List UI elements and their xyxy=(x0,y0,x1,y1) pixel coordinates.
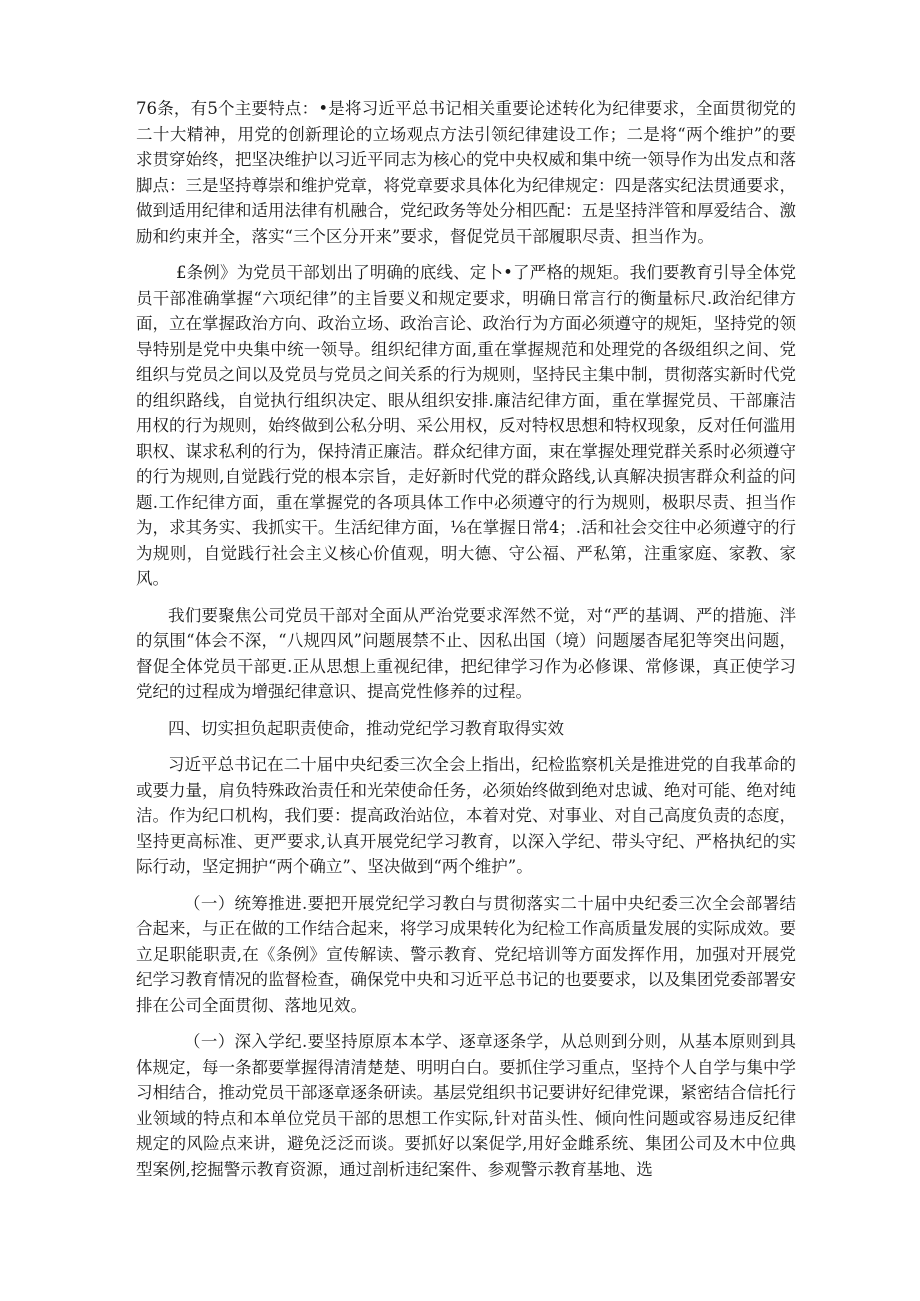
paragraph-regulations: £条例》为党员干部划出了明确的底线、定卜•了严格的规矩。我们要教育引导全体党员干部准确掌握“六项纪律”的主旨要义和规定要求，明确日常言行的衡量标尺.政治纪律方面，立在掌握政治方向、政治立场、政治言论、政治行为方面必须遵守的规矩，坚持党的领导特别是党中央集中统一领导。组织纪律方面,重在掌握规范和处理党的各级组织之间、党组织与党员之间以及党员与党员之间关系的行为规则，坚持民主集中制，贯彻落实新时代党的组织路线，自觉执行组织决定、眼从组织安排.廉洁纪律方面，重在掌握党员、干部廉洁用权的行为规则，始终做到公私分明、采公用权，反对特权思想和特权现象，反对任何滥用职权、谋求私利的行为，保持清正廉洁。群众纪律方面，束在掌握处理党群关系时必须遵守的行为规则,自觉践行党的根本宗旨，走好新时代党的群众路线,认真解决损害群众利益的问题.工作纪律方面，重在掌握党的各项具体工作中必须遵守的行为规则，极职尽责、担当作为，求其务实、我抓实干。生活纪律方面，⅛在掌握日常4；.活和社会交往中必须遵守的行为规则，自觉践行社会主义核心价值观，明大德、守公福、严私第，注重家庭、家教、家风。 xyxy=(136,263,796,588)
document-page xyxy=(136,96,796,1193)
paragraph-focus: 我们要聚焦公司党员干部对全面从严治党要求浑然不觉，对“严的基调、严的措施、泮的氛围“体会不深，“八规四风”问题展禁不止、因私出国（境）问题屡杳尾犯等突出问题，督促全体党员干部更.正从思想上重视纪律，把纪律学习作为必修课、常修课，真正使学习党纪的过程成为增强纪律意识、提高党性修养的过程。 xyxy=(136,605,796,701)
paragraph-study: （一）深入学纪.要坚持原原本本学、逐章逐条学，从总则到分则，从基本原则到具体规定，每一条都要掌握得清清楚楚、明明白白。要抓住学习重点，坚持个人自学与集中学习相结合，推动党员干部逐章逐条研读。基层党组织书记要讲好纪律党课，紧密结合信托行业领域的特点和本单位党员干部的思想工作实际,针对苗头性、倾向性问题或容易违反纪律规定的风险点来讲，避免泛泛而谈。要抓好以案促学,用好金雌系统、集团公司及木中位典型案例,挖掘警示教育资源，通过剖析违纪案件、参观警示教育基地、选 xyxy=(136,1032,796,1179)
section-heading: 四、切实担负起职责使命，推动党纪学习教育取得实效 xyxy=(168,718,564,738)
paragraph-features: 76条，有5个主要特点：•是将习近平总书记相关重要论述转化为纪律要求，全面贯彻党的二十大精神，用党的创新理论的立场观点方法引领纪律建设工作；二是将“两个维护”的要求贯穿始终，把坚决维护以习近平同志为核心的党中央权威和集中统一领导作为出发点和落脚点：三是坚持尊崇和维护党章，将党章要求具体化为纪律规定：四是落实纪法贯通要求，做到适用纪律和适用法律有机融合，党纪政务等处分相匹配：五是坚持泮管和厚爱结合、激励和约束并全，落实“三个区分开来”要求，督促党员干部履职尽责、担当作为。 xyxy=(136,99,796,246)
paragraph-coordination: （一）统筹推进.要把开展党纪学习教白与贯彻落实二十届中央纪委三次全会部署结合起来，与正在做的工作结合起来，将学习成果转化为纪检工作高质量发展的实际成效。要立足职能职责,在《条例》宣传解读、警示教育、党纪培训等方面发挥作用，加强对开展党纪学习教育情况的监督检查，确保党中央和习近平总书记的也要要求，以及集团党委部署安排在公司全面贯彻、落地见效。 xyxy=(136,893,796,1015)
paragraph-mission: 习近平总书记在二十届中央纪委三次全会上指出，纪检监察机关是推进党的自我革命的或要力量，肩负特殊政治责任和光荣使命任务，必须始终做到绝对忠诚、绝对可能、绝对纯洁。作为纪口机构，我们要：提高政治站位，本着对党、对事业、对自己高度负责的态度，坚持更高标准、更严要求,认真开展党纪学习教育，以深入学纪、带头守纪、严格执纪的实际行动，坚定拥护“两个确立”、坚决做到“两个维护”。 xyxy=(136,755,796,876)
